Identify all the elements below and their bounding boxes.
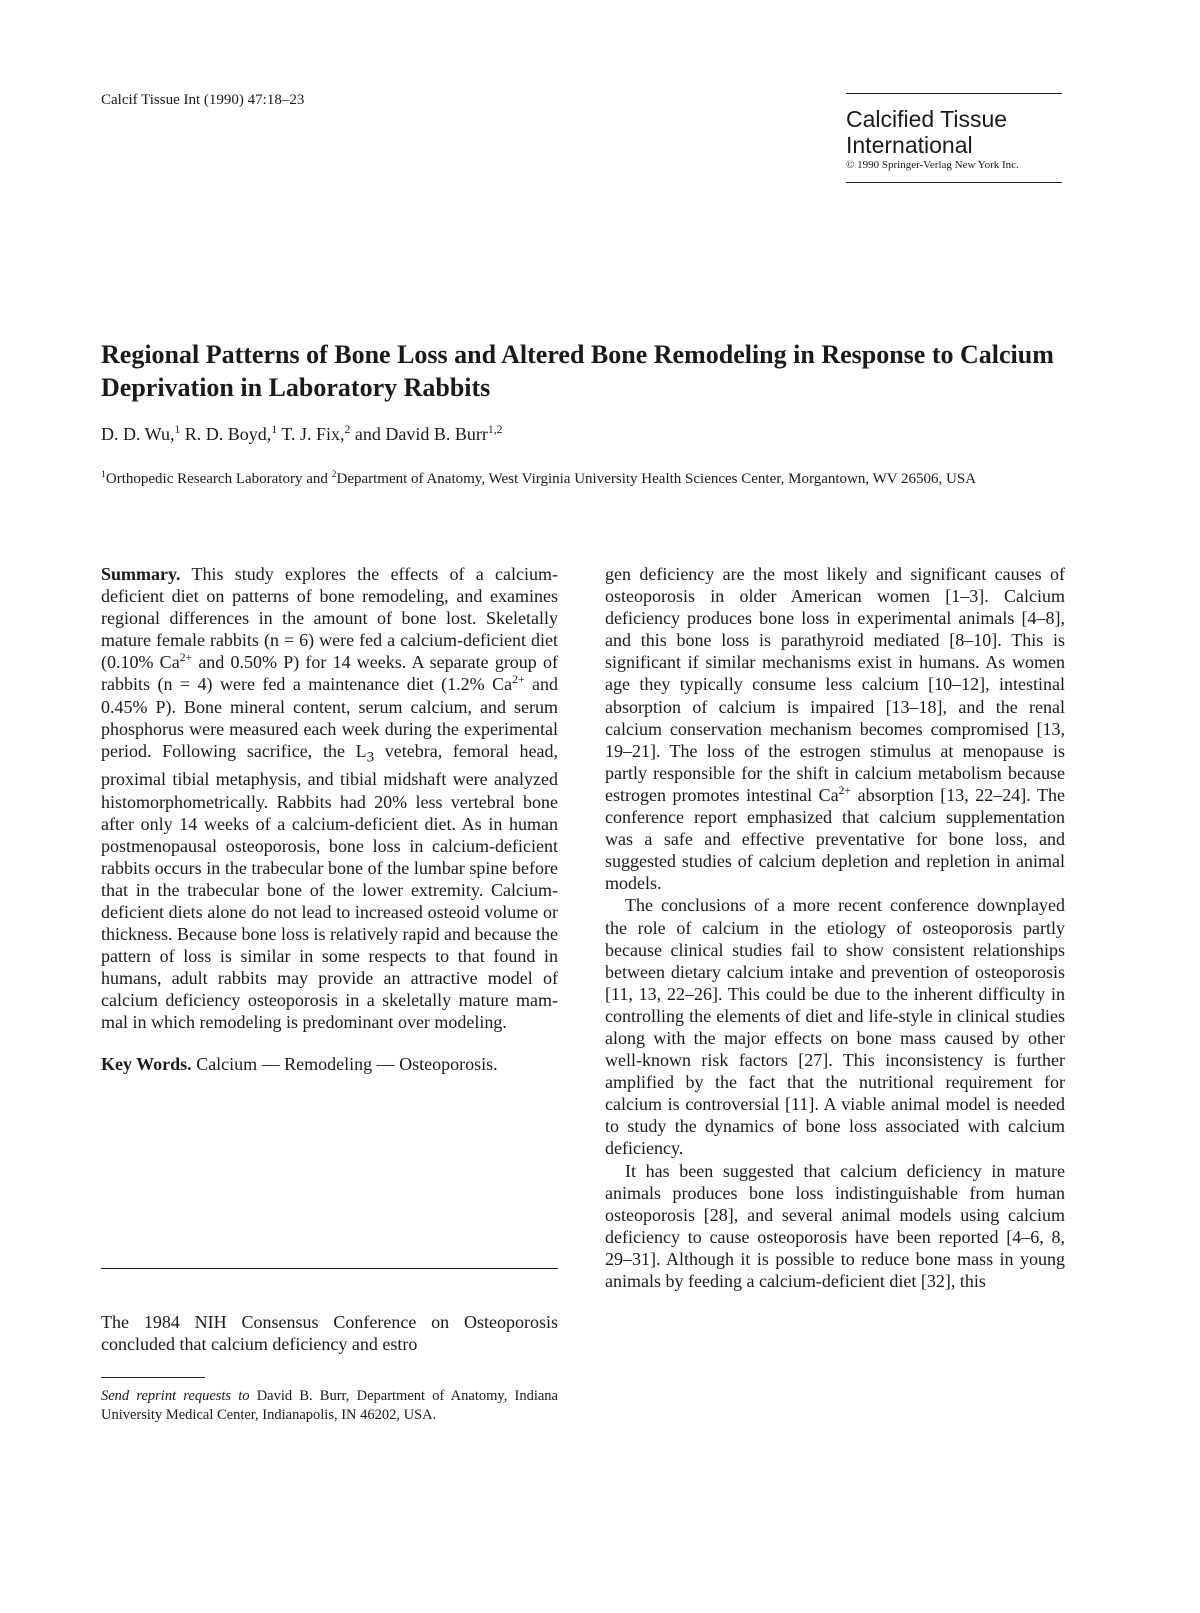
author-name: D. D. Wu, bbox=[101, 424, 175, 444]
affiliation-text: Orthopedic Research Laboratory and bbox=[105, 471, 332, 487]
masthead-bottom-rule bbox=[846, 182, 1062, 183]
right-column bbox=[605, 563, 1065, 1292]
introduction-text: The 1984 NIH Consensus Conference on Osteoporosis concluded that calcium deficiency and estro bbox=[101, 1312, 558, 1355]
journal-masthead bbox=[846, 93, 1062, 183]
summary-label: Summary. bbox=[101, 564, 181, 584]
author-name: David B. Burr bbox=[385, 424, 488, 444]
affiliation-mark: 1 bbox=[101, 469, 106, 480]
journal-name-line2: International bbox=[846, 132, 973, 158]
body-text: gen deficiency are the most likely and significant causes of osteoporosis in older American women [1–3]. Calcium deficiency produces bone loss in experimental animals [4–8], and this bone loss is parathyroid mediated [8–10]. This is significant if similar mechanisms exist in humans. As women age they typically consume less calcium [10–12], intestinal absorption of calcium is impaired [13–18], and the renal calcium conservation mechanism becomes compromised [13, 19–21]. The loss of the estrogen stimulus at menopause is partly responsible for the shift in calcium metabolism because estrogen promotes intestinal Ca bbox=[605, 564, 1065, 805]
summary-text: and 0.50% P) for 14 weeks. A separate group of rabbits (n = 4) were fed a maintenance diet (1.2% Ca bbox=[101, 652, 559, 695]
footnote-text: David B. Burr, Department of Anatomy, Indiana University Medical Center, Indianapolis, IN 46202, USA. bbox=[101, 1388, 558, 1423]
left-column bbox=[101, 563, 558, 1075]
section-divider bbox=[101, 1268, 558, 1269]
subscript: 3 bbox=[366, 749, 375, 766]
body-text: absorption [13, 22–24]. The conference report emphasized that calcium supplementation was a safe and effective preventative for bone loss, and suggested studies of calcium depletion and repletion in animal models. bbox=[605, 784, 1065, 894]
body-paragraph: It has been suggested that calcium deficiency in mature animals produces bone loss indistinguishable from human osteoporosis [28], and several animal models using calcium deficiency to cause osteoporosis have been reported [4–6, 8, 29–31]. Although it is possible to reduce bone mass in young animals by feeding a calcium-deficient diet [32], this bbox=[605, 1160, 1065, 1291]
author-affiliation-mark: 1,2 bbox=[487, 423, 503, 436]
copyright-notice: © 1990 Springer-Verlag New York Inc. bbox=[846, 159, 1019, 171]
author-affiliation-mark: 2 bbox=[344, 423, 351, 436]
keywords-label: Key Words. bbox=[101, 1053, 192, 1074]
affiliation-text: Department of Anatomy, West Virginia University Health Sciences Center, Morgantown, WV 26506, USA bbox=[336, 471, 977, 487]
summary-text: This study explores the effects of a calcium-deficient diet on patterns of bone remodeling, and examines regional differences in the amount of bone lost. Skeletally mature female rabbits (n = 6) were fed a calcium-deficient diet (0.10% Ca bbox=[101, 564, 558, 673]
body-paragraph bbox=[605, 563, 1065, 894]
superscript: 2+ bbox=[512, 673, 525, 687]
summary-text: vetebra, femoral head, proximal tibial metaphysis, and tibial midshaft were analyzed histomorphometrically. Rabbits had 20% less vertebral bone after only 14 weeks of a calcium-deficient diet. As in human postmenopausal osteoporosis, bone loss in calcium-deficient rabbits occurs in the trabecular bone of the lumbar spine before that in the trabecular bone of the lower extremity. Calcium-deficient diets alone do not lead to increased osteoid volume or thickness. Because bone loss is relatively rapid and because the pattern of loss is similar in some respects to that found in humans, adult rabbits may provide an attractive model of calcium deficiency osteoporosis in a skeletally mature mammal in which remodeling is predominant over modeling. bbox=[101, 740, 558, 1033]
author-affiliations bbox=[101, 469, 1061, 489]
author-conjunction: and bbox=[354, 424, 381, 444]
summary-text: and 0.45% P). Bone mineral content, serum calcium, and serum phosphorus were measured each week during the experimental period. Following sacrifice, the L bbox=[101, 674, 558, 761]
body-paragraph: The conclusions of a more recent conference downplayed the role of calcium in the etiology of osteoporosis partly because clinical studies fail to show consistent relationships between dietary calcium intake and prevention of osteoporosis [11, 13, 22–26]. This could be due to the inherent difficulty in controlling the elements of diet and life-style in clinical studies along with the major effects on bone mass caused by other well-known risk factors [27]. This inconsistency is further amplified by the fact that the nutritional requirement for calcium is controversial [11]. A viable animal model is needed to study the dynamics of bone loss associated with calcium deficiency. bbox=[605, 895, 1065, 1159]
journal-citation: Calcif Tissue Int (1990) 47:18–23 bbox=[101, 92, 305, 108]
masthead-top-rule bbox=[846, 93, 1062, 94]
superscript: 2+ bbox=[838, 783, 852, 797]
reprint-footnote bbox=[101, 1387, 558, 1425]
summary-paragraph bbox=[101, 563, 558, 1034]
journal-name bbox=[846, 106, 1062, 158]
author-affiliation-mark: 1 bbox=[271, 423, 278, 436]
author-name: R. D. Boyd, bbox=[184, 424, 272, 444]
journal-name-line1: Calcified Tissue bbox=[846, 106, 1008, 132]
affiliation-mark: 2 bbox=[331, 469, 337, 480]
keywords-paragraph bbox=[101, 1053, 558, 1075]
introduction-paragraph bbox=[101, 1311, 558, 1355]
author-list bbox=[101, 424, 502, 445]
superscript: 2+ bbox=[179, 651, 193, 665]
author-affiliation-mark: 1 bbox=[174, 423, 181, 436]
footnote-italic: Send reprint requests to bbox=[101, 1388, 250, 1404]
footnote-rule bbox=[101, 1377, 205, 1378]
author-name: T. J. Fix, bbox=[281, 424, 345, 444]
keywords-text: Calcium — Remodeling — Osteoporosis. bbox=[191, 1053, 498, 1074]
article-title: Regional Patterns of Bone Loss and Altered Bone Remodeling in Response to Calcium Deprivation in Laboratory Rabbits bbox=[101, 340, 1054, 402]
